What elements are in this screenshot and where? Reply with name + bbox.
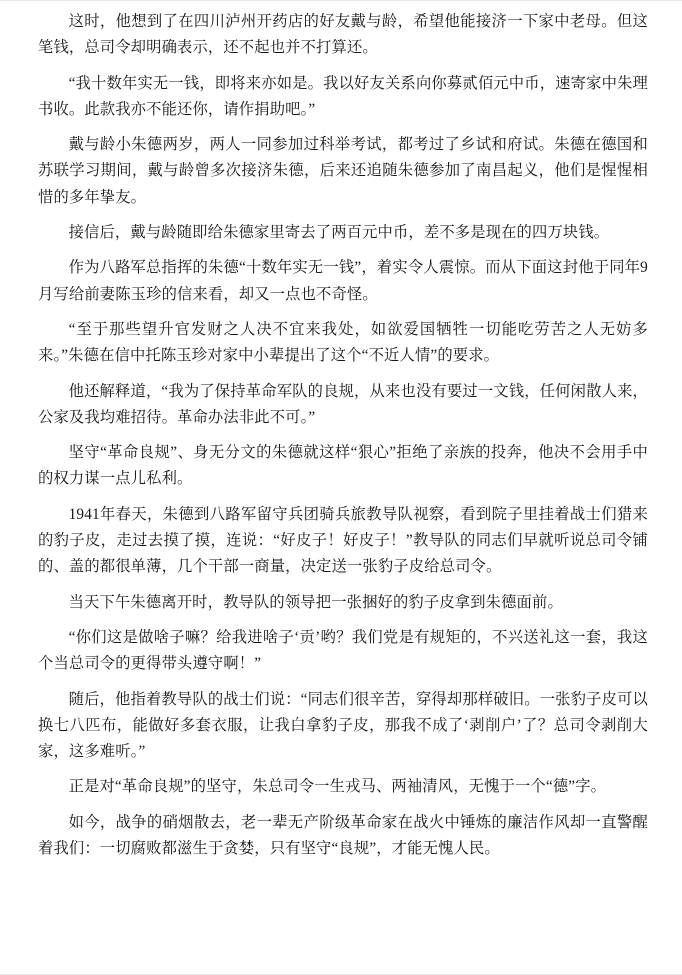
paragraph: “至于那些望升官发财之人决不宜来我处，如欲爱国牺牲一切能吃劳苦之人无妨多来。”朱德在信中托陈玉珍对家中小辈提出了这个“不近人情”的要求。 bbox=[38, 320, 648, 365]
paragraph: 他还解释道，“我为了保持革命军队的良规，从来也没有要过一文钱，任何闲散人来，公家及我均难招待。革命办法非此不可。” bbox=[38, 382, 648, 426]
paragraph: “你们这是做啥子嘛？给我进啥子‘贡’哟？我们党是有规矩的，不兴送礼这一套，我这个当总司令的更得带头遵守啊！” bbox=[38, 628, 648, 673]
paragraph: “我十数年实无一钱，即将来亦如是。我以好友关系向你募贰佰元中币，速寄家中朱理书收。此款我亦不能还你，请作捐助吧。” bbox=[38, 74, 648, 118]
paragraph: 如今，战争的硝烟散去，老一辈无产阶级革命家在战火中锤炼的廉洁作风却一直警醒着我们：一切腐败都滋生于贪婪，只有坚守“良规”，才能无愧人民。 bbox=[38, 813, 648, 858]
article-body bbox=[38, 9, 648, 862]
paragraph: 戴与龄小朱德两岁，两人一同参加过科举考试，都考过了乡试和府试。朱德在德国和苏联学习期间，戴与龄曾多次接济朱德，后来还追随朱德参加了南昌起义，他们是惺惺相惜的多年挚友。 bbox=[38, 136, 648, 206]
paragraph: 接信后，戴与龄随即给朱德家里寄去了两百元中币，差不多是现在的四万块钱。 bbox=[68, 224, 610, 242]
paragraph: 随后，他指着教导队的战士们说：“同志们很辛苦，穿得却那样破旧。一张豹子皮可以换七八匹布，能做好多套衣服，让我白拿豹子皮，那我不成了‘剥削户’了？总司令剥削大家，这多难听。” bbox=[38, 690, 648, 761]
paragraph: 正是对“革命良规”的坚守，朱总司令一生戎马、两袖清风，无愧于一个“德”字。 bbox=[68, 778, 607, 796]
paragraph: 作为八路军总指挥的朱德“十数年实无一钱”，着实令人震惊。而从下面这封他于同年9月写给前妻陈玉珍的信来看，却又一点也不奇怪。 bbox=[38, 259, 648, 303]
paragraph: 当天下午朱德离开时，教导队的领导把一张捆好的豹子皮拿到朱德面前。 bbox=[68, 593, 563, 611]
paragraph: 1941年春天，朱德到八路军留守兵团骑兵旅教导队视察，看到院子里挂着战士们猎来的豹子皮，走过去摸了摸，连说：“好皮子！好皮子！”教导队的同志们早就听说总司令铺的、盖的都很单薄，几个干部一商量，决定送一张豹子皮给总司令。 bbox=[38, 505, 648, 576]
paragraph: 坚守“革命良规”、身无分文的朱德就这样“狠心”拒绝了亲族的投奔，他决不会用手中的权力谋一点儿私利。 bbox=[38, 444, 648, 488]
paragraph: 这时，他想到了在四川泸州开药店的好友戴与龄，希望他能接济一下家中老母。但这笔钱，总司令却明确表示，还不起也并不打算还。 bbox=[38, 13, 648, 57]
